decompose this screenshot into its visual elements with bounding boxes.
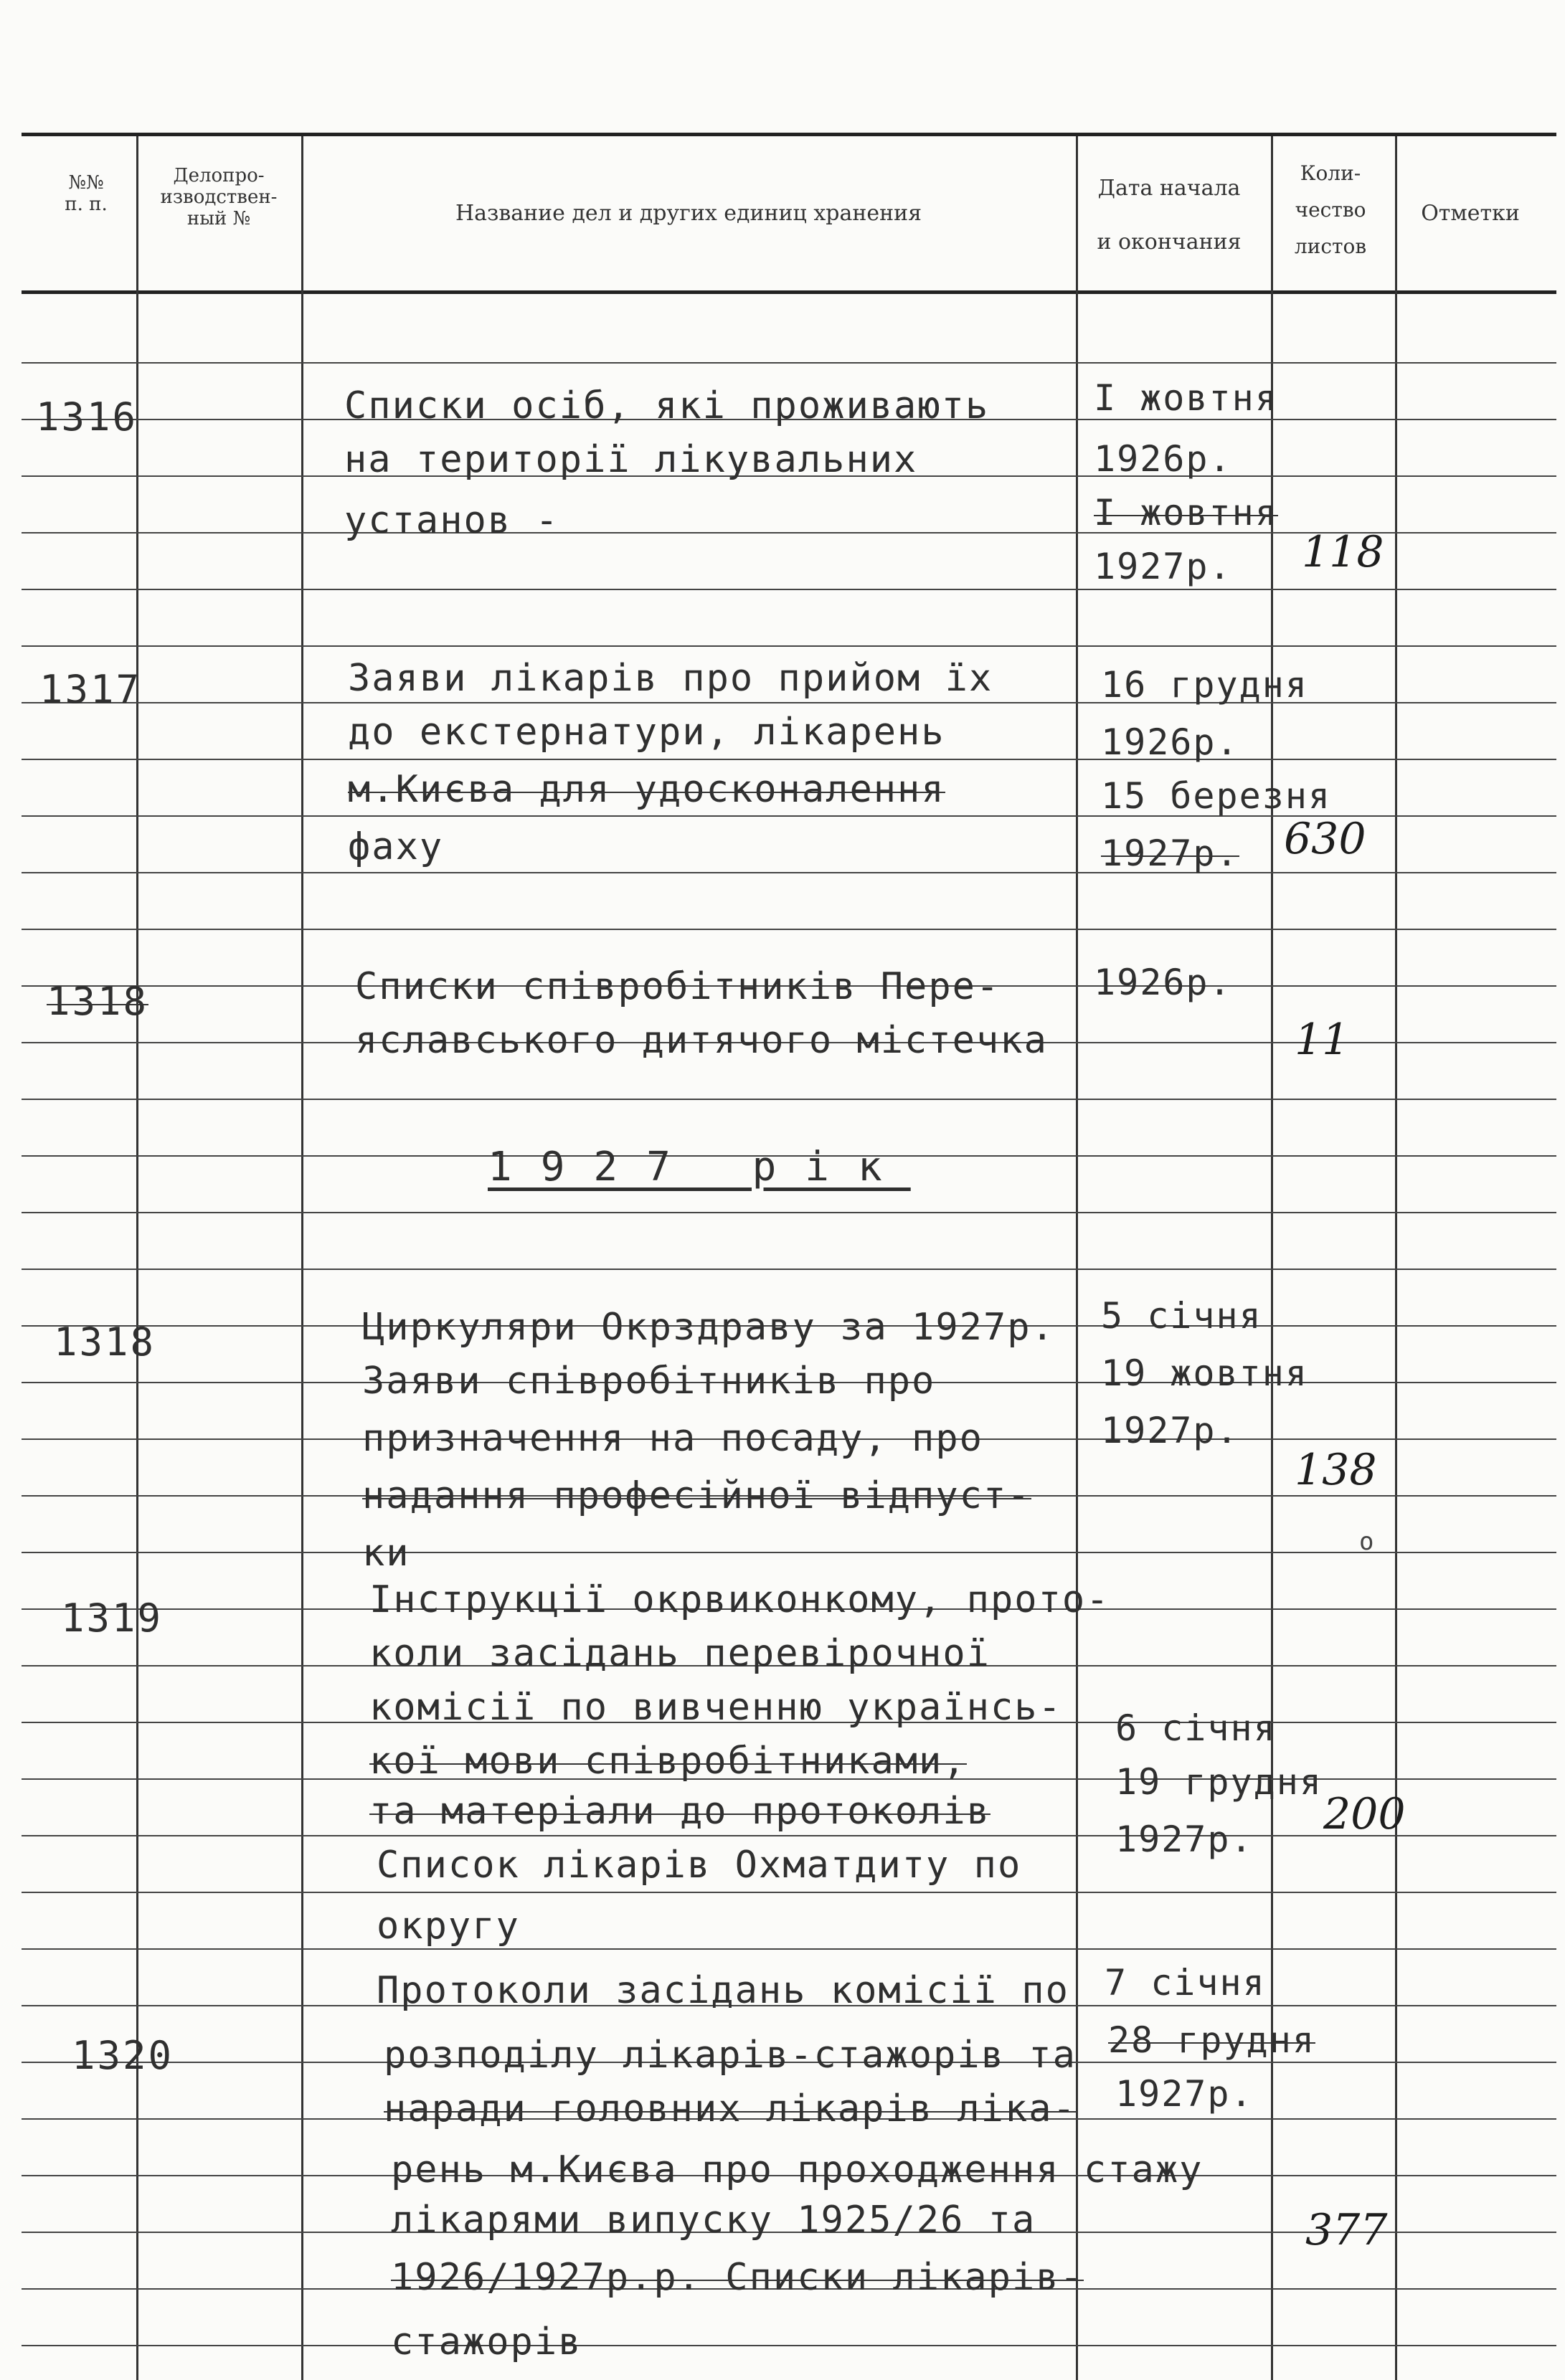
record-sheet-count: 630	[1284, 814, 1366, 864]
ruled-line	[22, 362, 1556, 364]
record-title-line: Заяви лікарів про прийом їх	[348, 657, 993, 700]
header-title: Название дел и других единиц хранения	[455, 201, 922, 226]
record-date: 6 січня	[1115, 1707, 1277, 1749]
record-title-line: округу	[377, 1905, 520, 1948]
record-title-line: комісії по вивченню українсь-	[369, 1686, 1062, 1729]
record-title-line: лікарями випуску 1925/26 та	[391, 2199, 1036, 2242]
ruled-line	[22, 1269, 1556, 1270]
year-heading: 1927 рік	[488, 1144, 911, 1190]
record-sheet-count: 11	[1295, 1015, 1350, 1065]
record-title-line: Інструкції окрвиконкому, прото-	[369, 1578, 1110, 1621]
column-rule	[301, 136, 303, 2380]
header-top-rule	[22, 133, 1556, 136]
header-bottom-rule	[22, 290, 1556, 294]
record-title-line: кої мови співробітниками,	[369, 1740, 967, 1783]
record-title-line: Протоколи засідань комісії по	[377, 1969, 1069, 2012]
record-title-line: Циркуляри Окрздраву за 1927р.	[362, 1306, 1055, 1349]
record-date: 1926р.	[1094, 962, 1232, 1003]
record-date: 1927р.	[1094, 546, 1232, 587]
record-mark: о	[1359, 1527, 1374, 1556]
record-title-line: фаху	[348, 825, 444, 868]
record-title-line: м.Києва для удосконалення	[348, 768, 945, 811]
record-title-line: коли засідань перевірочної	[369, 1632, 990, 1675]
ruled-line	[22, 589, 1556, 590]
record-title-line: Список лікарів Охматдиту по	[377, 1844, 1022, 1887]
record-date: I жовтня	[1094, 492, 1278, 534]
record-date: 19 жовтня	[1101, 1352, 1308, 1394]
record-sheet-count: 377	[1305, 2205, 1388, 2255]
ruled-line	[22, 2345, 1556, 2346]
record-title-line: ки	[362, 1532, 410, 1575]
record-title-line: надання професійної відпуст-	[362, 1474, 1031, 1517]
ruled-line	[22, 1892, 1556, 1893]
record-date: 28 грудня	[1108, 2019, 1315, 2061]
record-title-line: 1926/1927р.р. Списки лікарів-	[391, 2256, 1084, 2299]
record-number: 1319	[61, 1596, 164, 1641]
record-date: 16 грудня	[1101, 664, 1308, 706]
record-number: 1318	[47, 979, 149, 1024]
record-date: 1926р.	[1094, 438, 1232, 480]
record-title-line: установ -	[344, 499, 559, 542]
ruled-line	[22, 1099, 1556, 1100]
record-number: 1317	[39, 667, 142, 712]
record-date: I жовтня	[1094, 377, 1278, 419]
ruled-line	[22, 702, 1556, 703]
record-title-line: на території лікувальних	[344, 438, 918, 481]
record-title-line: та матеріали до протоколів	[369, 1790, 990, 1833]
record-sheet-count: 118	[1302, 527, 1384, 577]
record-date: 5 січня	[1101, 1295, 1262, 1337]
header-date: Дата начала и окончания	[1097, 176, 1242, 255]
header-no: №№ п. п.	[65, 172, 108, 215]
record-date: 1926р.	[1101, 721, 1239, 763]
ruled-line	[22, 1212, 1556, 1213]
record-date: 1927р.	[1101, 833, 1239, 874]
record-title-line: рень м.Києва про проходження стажу	[391, 2148, 1204, 2191]
record-number: 1316	[36, 394, 138, 440]
record-title-line: яславського дитячого містечка	[355, 1019, 1048, 1062]
record-date: 15 березня	[1101, 775, 1332, 817]
ruled-line	[22, 1948, 1556, 1950]
column-rule	[1395, 136, 1397, 2380]
record-title-line: стажорів	[391, 2320, 582, 2364]
record-title-line: розподілу лікарів-стажорів та	[384, 2034, 1077, 2077]
header-clerical-no: Делопро- изводствен- ный №	[160, 165, 278, 229]
header-count: Коли- чество листов	[1294, 161, 1367, 258]
record-date: 1927р.	[1115, 2073, 1254, 2115]
record-title-line: Списки співробітників Пере-	[355, 965, 1001, 1008]
header-notes: Отметки	[1421, 201, 1520, 226]
record-title-line: призначення на посаду, про	[362, 1417, 983, 1460]
record-date: 1927р.	[1115, 1819, 1254, 1860]
record-number: 1320	[72, 2033, 174, 2078]
ruled-line	[22, 929, 1556, 930]
record-sheet-count: 200	[1323, 1789, 1406, 1839]
record-date: 19 грудня	[1115, 1761, 1323, 1803]
ruled-line	[22, 1552, 1556, 1553]
record-number: 1318	[54, 1319, 156, 1365]
record-date: 7 січня	[1105, 1962, 1266, 2004]
record-title-line: до екстернатури, лікарень	[348, 711, 945, 754]
record-date: 1927р.	[1101, 1410, 1239, 1451]
record-title-line: Заяви співробітників про	[362, 1360, 936, 1403]
ruled-line	[22, 645, 1556, 647]
record-sheet-count: 138	[1295, 1445, 1377, 1495]
ruled-line	[22, 759, 1556, 760]
record-title-line: Списки осіб, які проживають	[344, 384, 990, 427]
ruled-line	[22, 872, 1556, 873]
record-title-line: наради головних лікарів лiка-	[384, 2087, 1077, 2130]
